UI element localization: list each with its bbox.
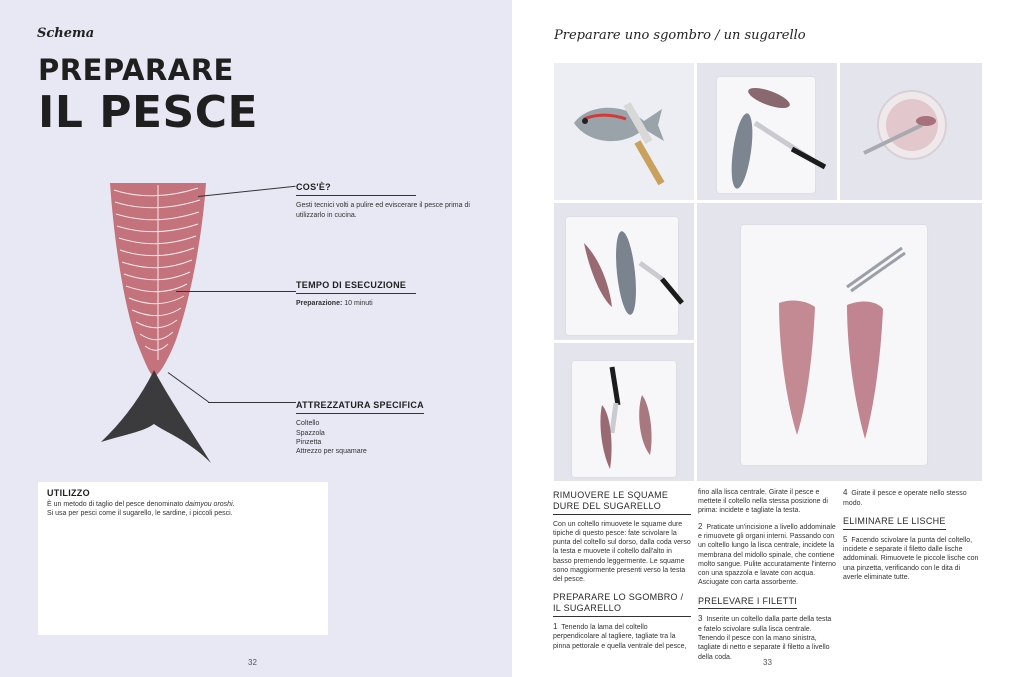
usage-heading: UTILIZZO	[47, 488, 90, 498]
usage-text: È un metodo di taglio del pesce denominato	[47, 500, 186, 508]
step-text: Praticate un'incisione a livello addominale e rimuovete gli organi interni. Passando con un coltello lungo la lisca centrale, incidete la membrana del midollo spinale, che contiene molto sangue. Pulite accuratamente l'interno con una spazzola e lavate con acqua. Asciugate con carta assorbente.	[698, 523, 836, 587]
step-number: 3	[698, 614, 703, 624]
step-text: Tenendo la lama del coltello perpendicolare al tagliere, tagliate tra la pinna pettorale e quella ventrale del pesce,	[553, 623, 687, 650]
fish-tail-illustration	[98, 180, 214, 466]
callout-tempo	[296, 279, 496, 309]
step-heading: RIMUOVERE LE SQUAME DURE DEL SUGARELLO	[553, 490, 691, 515]
list-item: Attrezzo per squamare	[296, 448, 367, 456]
steps-column-1	[553, 488, 691, 657]
callout-text: Gesti tecnici volti a pulire ed eviscerare il pesce prima di utilizzarlo in cucina.	[296, 202, 470, 219]
steps-column-2	[698, 488, 836, 668]
leader-line-tempo	[176, 291, 296, 292]
callout-heading: ATTREZZATURA SPECIFICA	[296, 399, 424, 414]
usage-text: .	[232, 500, 235, 508]
prep-time	[296, 299, 496, 308]
right-page	[512, 0, 1024, 677]
step-text: Con un coltello rimuovete le squame dure tipiche di questo pesce: fate scivolare la punta del coltello sul dorso, dalla coda verso la testa e muovete il coltello dall'alto in basso premendo leggermente. Le squame sono maggiormente presenti verso la testa del pesce.	[553, 520, 691, 583]
prep-label: Preparazione:	[296, 300, 343, 308]
list-item: Coltello	[296, 420, 320, 428]
page-number-right: 33	[763, 658, 772, 667]
usage-line-2: Si usa per pesci come il sugarello, le sardine, i piccoli pesci.	[47, 509, 233, 517]
photo-fish-illustration	[554, 63, 694, 200]
section-tag-right: Preparare uno sgombro / un sugarello	[554, 28, 806, 43]
photo-washing-bowl	[840, 63, 982, 200]
tool-list	[296, 419, 496, 457]
step-5	[843, 535, 981, 582]
section-tag: Schema	[37, 26, 95, 41]
step-text: Facendo scivolare la punta del coltello, incidete e separate il filetto dalle lische addominali. Rimuovete le piccole lische con una pinzetta, verificando con le dita di averle eliminate tutte.	[843, 536, 979, 581]
step-number: 4	[843, 488, 848, 497]
usage-box	[38, 482, 328, 635]
step-number: 2	[698, 521, 703, 531]
step-2	[698, 522, 836, 588]
steps-column-3	[843, 488, 981, 588]
step-text: Girate il pesce e operate nello stesso modo.	[843, 490, 967, 507]
step-3	[698, 614, 836, 661]
page-title	[38, 53, 259, 138]
title-line-2: IL PESCE	[38, 87, 259, 138]
photo-fillets-pinzetta	[697, 203, 982, 481]
step-heading: PREPARARE LO SGOMBRO / IL SUGARELLO	[553, 592, 691, 617]
step-heading: PRELEVARE I FILETTI	[698, 596, 797, 610]
callout-cose	[296, 181, 496, 220]
step-number: 5	[843, 534, 848, 544]
step-text: fino alla lisca centrale. Girate il pesce e mettete il coltello nella stessa posizione di prima: incidete e tagliate la testa.	[698, 489, 828, 515]
title-line-1: PREPARARE	[38, 53, 234, 87]
tail-fin	[101, 370, 211, 463]
prep-value: 10 minuti	[342, 300, 373, 308]
usage-line-1	[47, 500, 319, 509]
step-heading: ELIMINARE LE LISCHE	[843, 516, 946, 530]
step-4	[843, 488, 981, 508]
callout-heading: TEMPO DI ESECUZIONE	[296, 279, 416, 294]
page-number-left: 32	[248, 658, 257, 667]
photo-separating-fillet	[554, 343, 694, 481]
step-text: Inserite un coltello dalla parte della testa e fatelo scivolare sulla lisca centrale. Tenendo il pesce con la mano sinistra, tagliate di netto e separate il filetto a livello della coda.	[698, 616, 832, 661]
step-1	[553, 622, 691, 651]
step-number: 1	[553, 621, 558, 631]
photo-cutting-head	[697, 63, 837, 200]
list-item: Pinzetta	[296, 439, 322, 447]
usage-term: daimyou oroshi	[185, 500, 233, 508]
callout-attrezzatura	[296, 399, 496, 457]
list-item: Spazzola	[296, 429, 325, 437]
leader-line-attrezzatura-h	[208, 402, 296, 403]
photo-removing-organs	[554, 203, 694, 340]
callout-heading: COS'È?	[296, 181, 416, 196]
